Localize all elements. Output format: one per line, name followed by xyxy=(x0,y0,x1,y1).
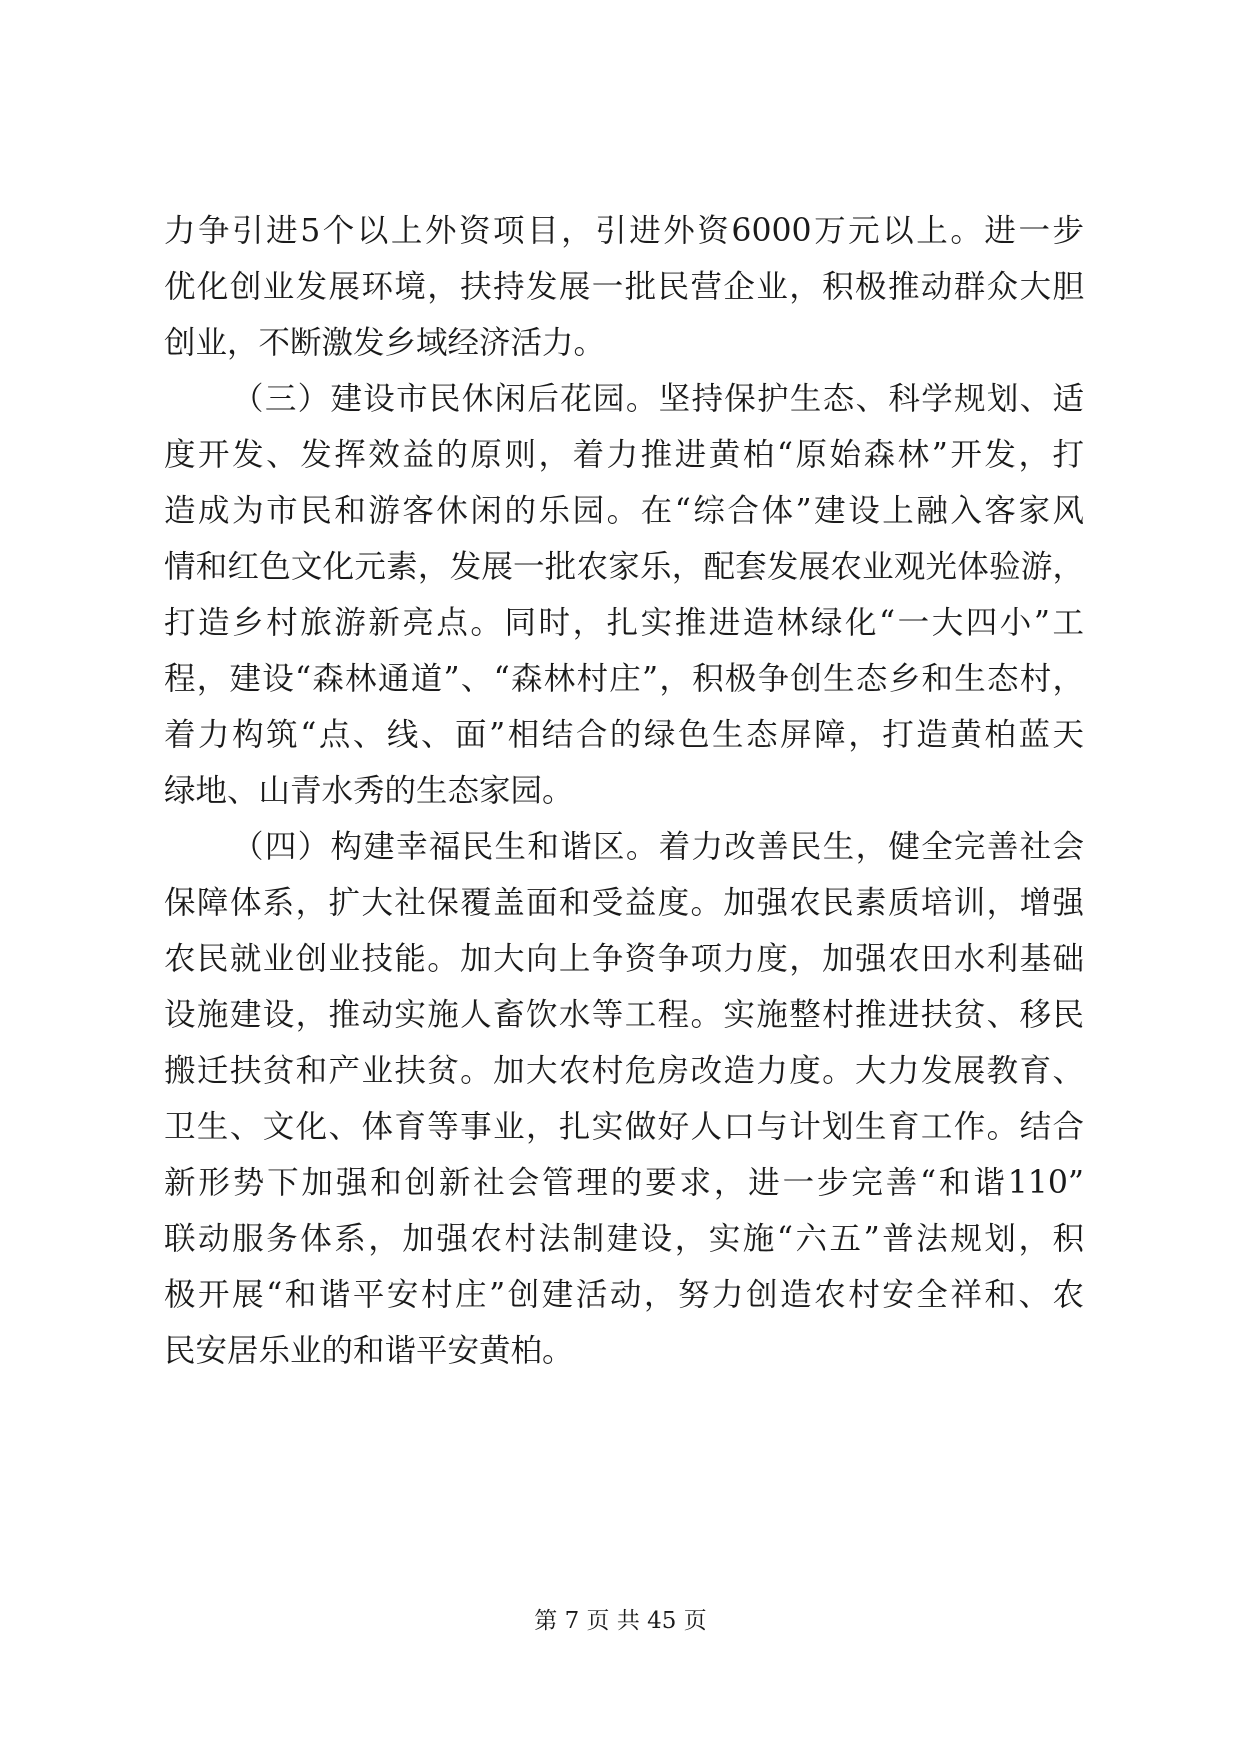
paragraph-line: 农民就业创业技能。加大向上争资争项力度，加强农田水利基础 xyxy=(164,941,1084,977)
paragraph-line: 情和红色文化元素，发展一批农家乐，配套发展农业观光体验游， xyxy=(164,549,1084,585)
paragraph-line: 程，建设“森林通道”、“森林村庄”，积极争创生态乡和生态村， xyxy=(164,661,1084,697)
paragraph-line: 保障体系，扩大社保覆盖面和受益度。加强农民素质培训，增强 xyxy=(164,885,1084,921)
paragraph-line: 着力构筑“点、线、面”相结合的绿色生态屏障，打造黄柏蓝天 xyxy=(164,717,1084,753)
page-number-footer: 第 7 页 共 45 页 xyxy=(534,1608,707,1634)
paragraph-line: 创业，不断激发乡域经济活力。 xyxy=(164,325,606,361)
paragraph-line: （四）构建幸福民生和谐区。着力改善民生，健全完善社会 xyxy=(232,829,1084,865)
paragraph-line: 打造乡村旅游新亮点。同时，扎实推进造林绿化“一大四小”工 xyxy=(164,605,1084,641)
paragraph-line: 卫生、文化、体育等事业，扎实做好人口与计划生育工作。结合 xyxy=(164,1109,1084,1145)
paragraph-line: 优化创业发展环境，扶持发展一批民营企业，积极推动群众大胆 xyxy=(164,269,1084,305)
paragraph-line: 力争引进5个以上外资项目，引进外资6000万元以上。进一步 xyxy=(164,213,1084,249)
paragraph-line: 造成为市民和游客休闲的乐园。在“综合体”建设上融入客家风 xyxy=(164,493,1084,529)
paragraph-line: 搬迁扶贫和产业扶贫。加大农村危房改造力度。大力发展教育、 xyxy=(164,1053,1084,1089)
paragraph-line: 联动服务体系，加强农村法制建设，实施“六五”普法规划，积 xyxy=(164,1221,1084,1257)
paragraph-line: 度开发、发挥效益的原则，着力推进黄柏“原始森林”开发，打 xyxy=(164,437,1084,473)
paragraph-line: 民安居乐业的和谐平安黄柏。 xyxy=(164,1333,574,1369)
paragraph-line: 新形势下加强和创新社会管理的要求，进一步完善“和谐110” xyxy=(164,1165,1084,1201)
paragraph-line: （三）建设市民休闲后花园。坚持保护生态、科学规划、适 xyxy=(232,381,1084,417)
paragraph-line: 设施建设，推动实施人畜饮水等工程。实施整村推进扶贫、移民 xyxy=(164,997,1084,1033)
paragraph-line: 极开展“和谐平安村庄”创建活动，努力创造农村安全祥和、农 xyxy=(164,1277,1084,1313)
paragraph-line: 绿地、山青水秀的生态家园。 xyxy=(164,773,574,809)
